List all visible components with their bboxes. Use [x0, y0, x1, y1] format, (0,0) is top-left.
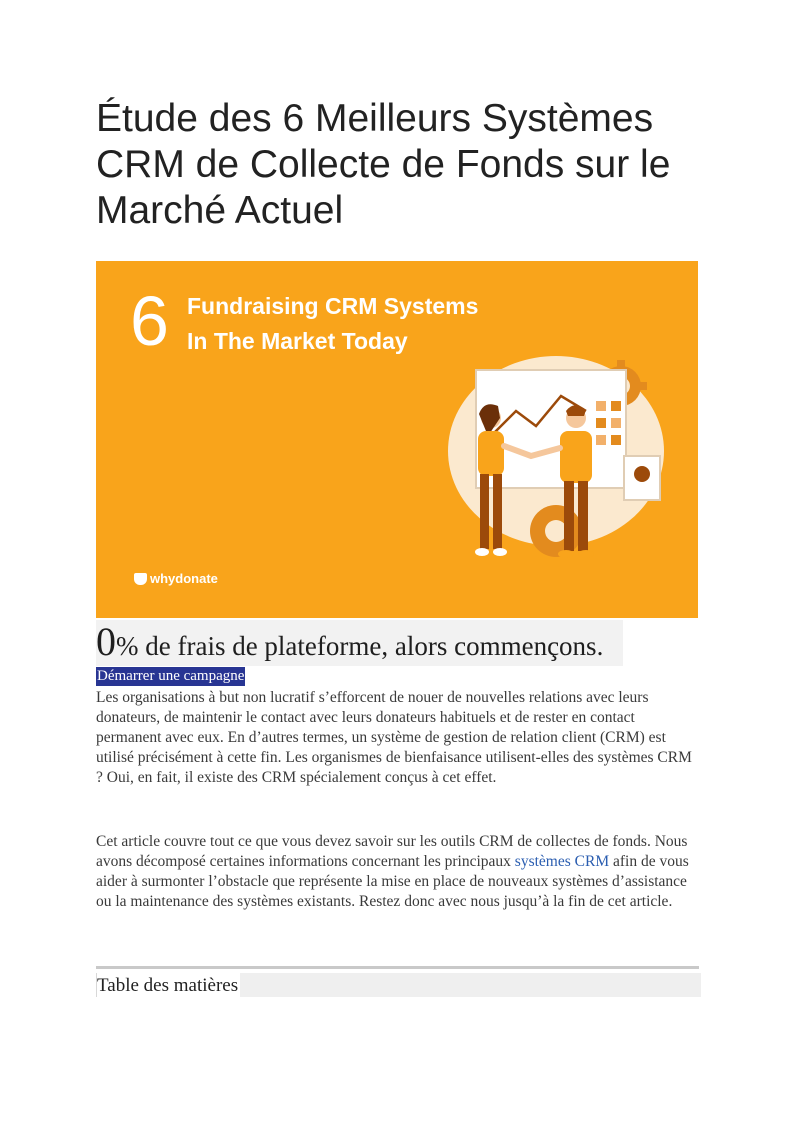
- whydonate-logo: [134, 571, 218, 586]
- hero-banner: [96, 261, 698, 618]
- summary-paragraph: [96, 832, 696, 912]
- intro-paragraph: Les organisations à but non lucratif s’efforcent de nouer de nouvelles relations avec leurs donateurs, de maintenir le contact avec leurs donateurs habituels et de rester en contact permanent avec eux. En d’autres termes, un système de gestion de relation client (CRM) est utilisé précisément à cette fin. Les organismes de bienfaisance utilisent-elles des systèmes CRM ? Oui, en fait, il existe des CRM spécialement conçus à cet effet.: [96, 689, 692, 786]
- start-campaign-button[interactable]: Démarrer une campagne: [97, 668, 245, 684]
- hero-heading-line2: In The Market Today: [187, 328, 408, 354]
- whydonate-logo-icon: [134, 573, 147, 585]
- section-divider: [96, 966, 699, 969]
- hero-number: 6: [130, 282, 169, 360]
- promo-banner: [96, 620, 623, 666]
- fundraising-illustration: [436, 356, 676, 586]
- promo-text: % de frais de plateforme, alors commençons.: [116, 631, 604, 661]
- summary-text-before: Cet article couvre tout ce que vous devez savoir sur les outils CRM de collectes de fonds. Nous avons décomposé certaines informations concernant les principaux: [96, 833, 688, 870]
- profile-card: [624, 456, 660, 500]
- crm-systems-link[interactable]: systèmes CRM: [514, 853, 610, 870]
- promo-digit: 0: [96, 619, 116, 664]
- table-of-contents[interactable]: [96, 973, 701, 997]
- logo-text: whydonate: [150, 571, 218, 586]
- summary-text-after: afin de vous aider à surmonter l’obstacle que représente la mise en place de nouveaux systèmes d’assistance ou la maintenance des systèmes existants. Restez donc avec nous jusqu’à la fin de cet article.: [96, 853, 689, 910]
- article-title: Étude des 6 Meilleurs Systèmes CRM de Collecte de Fonds sur le Marché Actuel: [96, 97, 671, 232]
- hero-heading-line1: Fundraising CRM Systems: [187, 293, 479, 319]
- toc-title: Table des matières: [97, 973, 240, 999]
